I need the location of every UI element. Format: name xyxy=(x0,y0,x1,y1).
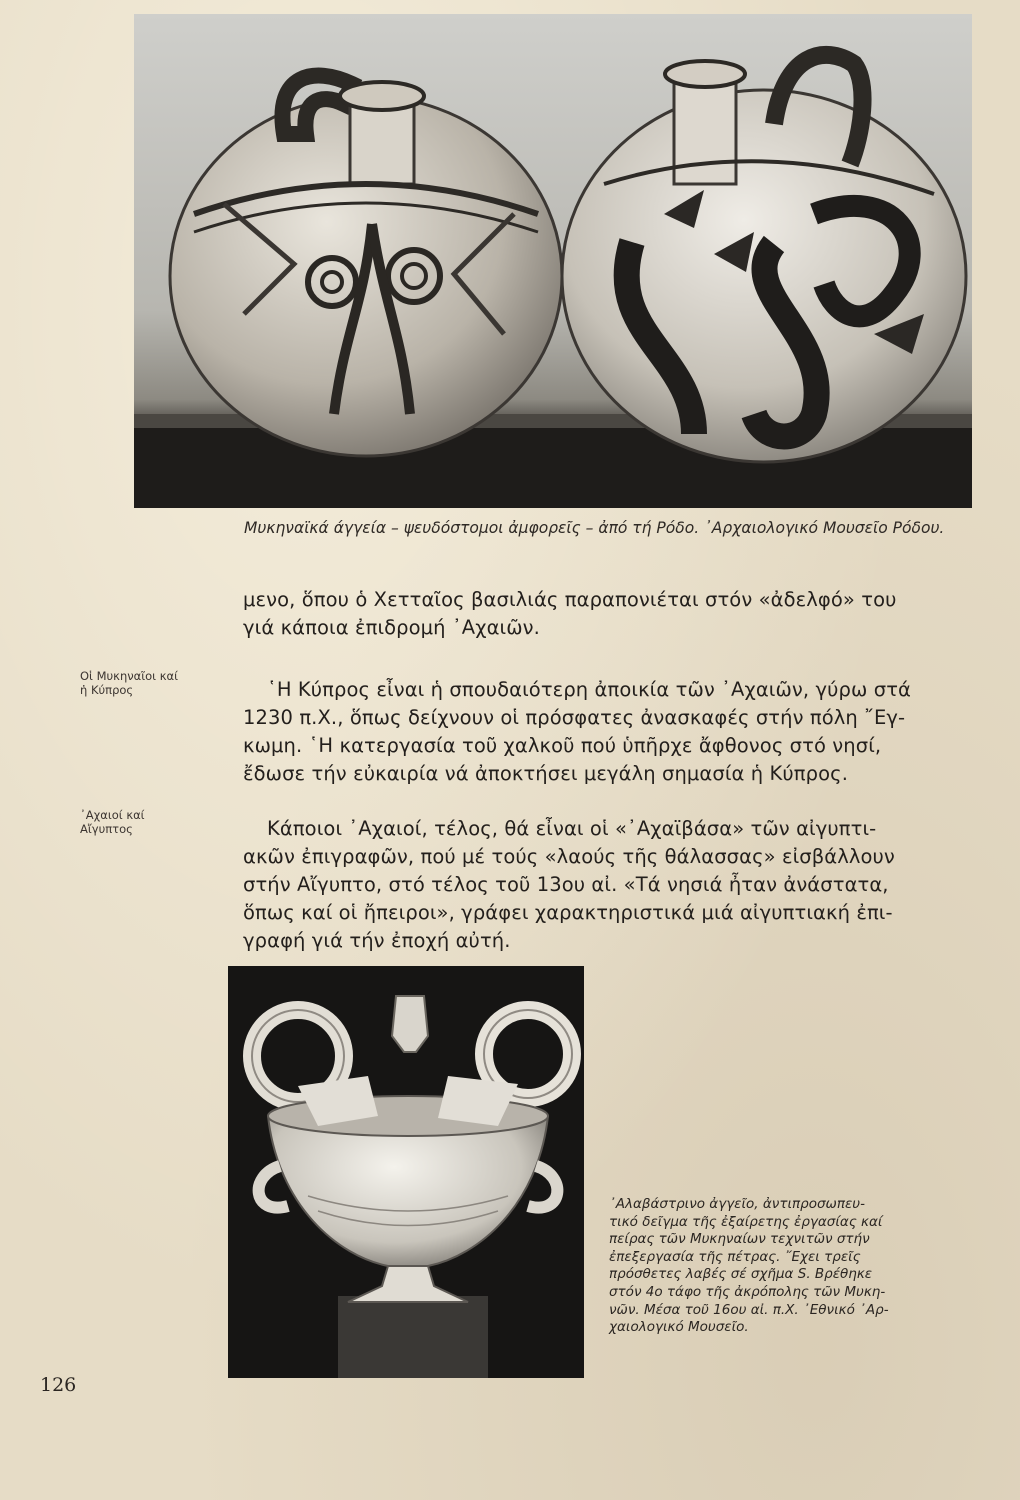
body-paragraph-1 xyxy=(243,586,983,642)
caption-line: στόν 4ο τάφο τῆς ἀκρόπολης τῶν Μυκη- xyxy=(609,1283,886,1300)
top-figure-caption: Μυκηναϊκά άγγεία – ψευδόστομοι ἀμφορεῖς – ἀπό τή Ρόδο. ᾿Αρχαιολογικό Μουσεῖο Ρόδου. xyxy=(244,519,945,537)
margin-note-line: ἡ Κύπρος xyxy=(80,683,134,697)
right-jar xyxy=(562,55,966,462)
alabaster-vessel-photo xyxy=(228,966,584,1378)
text-line xyxy=(243,815,983,843)
text-line: ἔδωσε τήν εὐκαιρία νά ἀποκτήσει μεγάλη σημασία ἡ Κύπρος. xyxy=(243,762,848,785)
margin-note-line: Οἱ Μυκηναῖοι καί xyxy=(80,669,178,683)
caption-line: ἐπεξεργασία τῆς πέτρας. ῎Εχει τρεῖς xyxy=(609,1248,861,1265)
left-jar xyxy=(170,76,562,456)
text-line: γραφή γιά τήν ἐποχή αὐτή. xyxy=(243,929,511,952)
margin-note-egypt xyxy=(80,808,230,836)
margin-note-cyprus xyxy=(80,669,230,697)
caption-line: νῶν. Μέσα τοῦ 16ου αἰ. π.Χ. ᾿Εθνικό ᾿Αρ- xyxy=(609,1301,889,1318)
text-line: 1230 π.Χ., ὅπως δείχνουν οἱ πρόσφατες ἀνασκαφές στήν πόλη ῎Εγ- xyxy=(243,706,906,729)
bottom-figure-caption xyxy=(609,1196,985,1337)
page-number: 126 xyxy=(40,1374,77,1396)
margin-note-line: Αἴγυπτος xyxy=(80,822,133,836)
caption-line: πρόσθετες λαβές σέ σχῆμα S. Βρέθηκε xyxy=(609,1266,873,1283)
text-line-content: Κάποιοι ᾿Αχαιοί, τέλος, θά εἶναι οἱ «᾿Αχαϊβάσα» τῶν αἰγυπτι- xyxy=(267,817,877,840)
stirrup-jars-photo xyxy=(134,14,972,508)
text-line-content: ῾Η Κύπρος εἶναι ἡ σπουδαιότερη ἀποικία τῶν ᾿Αχαιῶν, γύρω στά xyxy=(267,678,911,701)
stirrup-jars-illustration xyxy=(134,14,972,508)
caption-line: χαιολογικό Μουσεῖο. xyxy=(609,1319,749,1336)
caption-line: τικό δεῖγμα τῆς ἐξαίρετης ἐργασίας καί xyxy=(609,1213,883,1230)
caption-line: ᾿Αλαβάστρινο ἀγγεῖο, ἀντιπροσωπευ- xyxy=(609,1196,865,1212)
text-line: κωμη. ῾Η κατεργασία τοῦ χαλκοῦ πού ὑπῆρχε ἄφθονος στό νησί, xyxy=(243,734,882,757)
body-paragraph-3 xyxy=(243,815,983,955)
text-line: γιά κάποια ἐπιδρομή ᾿Αχαιῶν. xyxy=(243,616,540,639)
text-line xyxy=(243,676,983,704)
text-line: ακῶν ἐπιγραφῶν, πού μέ τούς «λαούς τῆς θάλασσας» εἰσβάλλουν xyxy=(243,845,895,868)
caption-line: πείρας τῶν Μυκηναίων τεχνιτῶν στήν xyxy=(609,1231,870,1248)
text-line: ὅπως καί οἱ ἤπειροι», γράφει χαρακτηριστικά μιά αἰγυπτιακή ἐπι- xyxy=(243,901,893,924)
text-line: μενο, ὅπου ὁ Χετταῖος βασιλιάς παραπονιέται στόν «ἀδελφό» του xyxy=(243,588,897,611)
text-line: στήν Αἴγυπτο, στό τέλος τοῦ 13ου αἰ. «Τά νησιά ἦταν ἀνάστατα, xyxy=(243,873,889,896)
body-paragraph-2 xyxy=(243,676,983,788)
alabaster-vessel-illustration xyxy=(228,966,584,1378)
margin-note-line: ᾿Αχαιοί καί xyxy=(80,808,145,822)
